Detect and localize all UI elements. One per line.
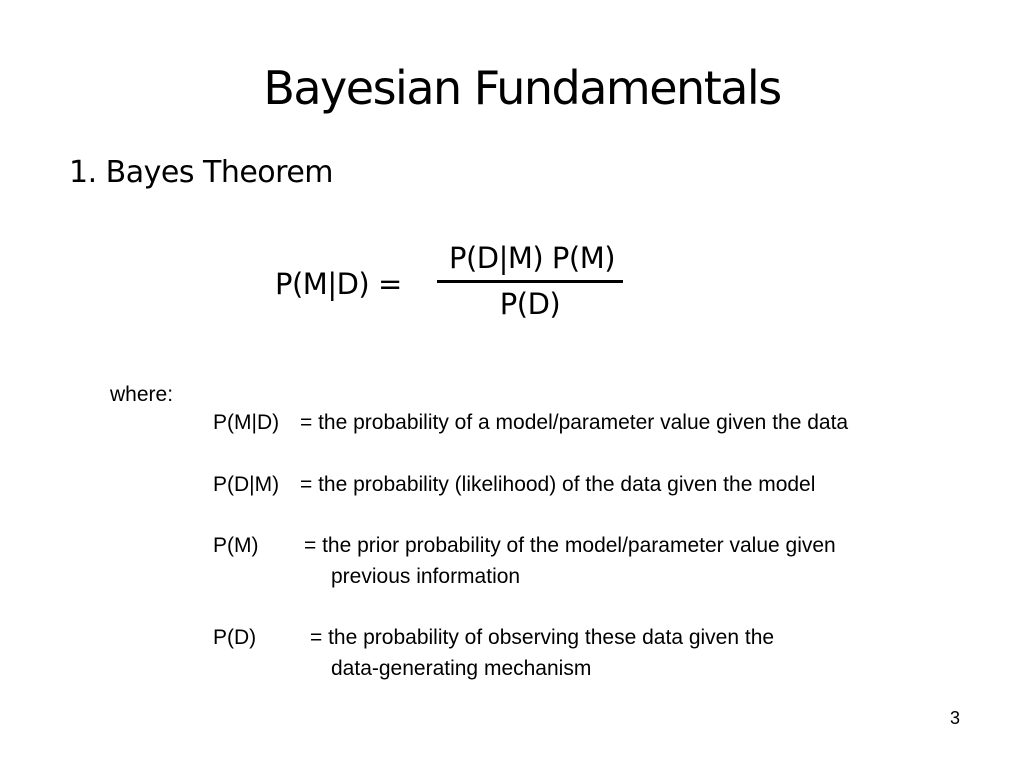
- definition-term: P(D): [213, 626, 257, 649]
- where-label: where:: [110, 383, 174, 406]
- definition-description: = the probability (likelihood) of the data given the model: [300, 473, 816, 496]
- slide-title: Bayesian Fundamentals: [263, 61, 781, 115]
- formula-numerator: P(D|M) P(M): [448, 241, 616, 275]
- fraction-bar: [437, 280, 623, 283]
- definition-term: P(M|D): [213, 411, 280, 434]
- definition-term: P(D|M): [213, 473, 280, 496]
- formula-lhs: P(M|D) =: [275, 267, 402, 301]
- page-number: 3: [950, 708, 961, 728]
- definition-description: = the probability of a model/parameter value given the data: [300, 411, 849, 434]
- definition-description: = the probability of observing these data given the: [310, 626, 775, 649]
- formula-denominator: P(D): [499, 287, 561, 321]
- section-heading: 1. Bayes Theorem: [69, 155, 334, 190]
- definition-continuation: previous information: [331, 565, 521, 588]
- definition-term: P(M): [213, 534, 259, 557]
- definition-description: = the prior probability of the model/parameter value given: [304, 534, 836, 557]
- definition-continuation: data-generating mechanism: [331, 657, 592, 680]
